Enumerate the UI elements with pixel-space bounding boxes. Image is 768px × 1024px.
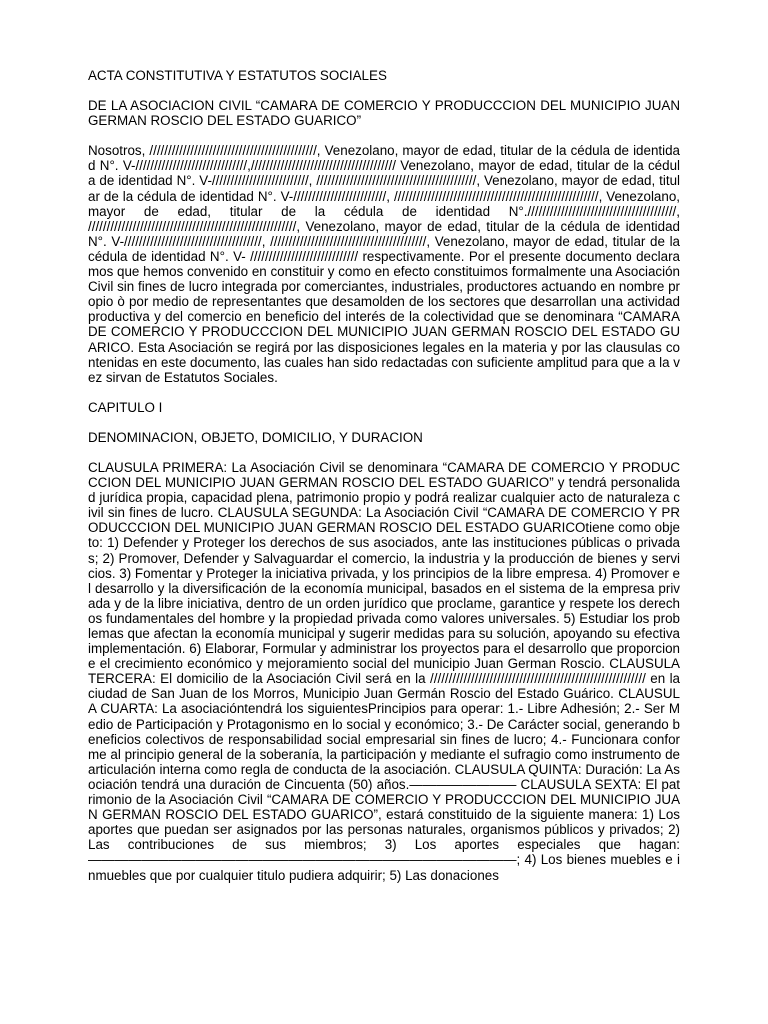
document-subtitle: DE LA ASOCIACION CIVIL “CAMARA DE COMERCIO Y PRODUCCCION DEL MUNICIPIO JUAN GERMAN ROSCIO DEL ESTADO GUARICO” xyxy=(88,98,680,129)
paragraph-clausulas: CLAUSULA PRIMERA: La Asociación Civil se denominara “CAMARA DE COMERCIO Y PRODUCCCION DEL MUNICIPIO JUAN GERMAN ROSCIO DEL ESTADO GUARICO” y tendrá personalidad jurídica propia, capacidad plena, patrimonio propio y podrá realizar cualquier acto de naturaleza civil sin fines de lucro. CLAUSULA SEGUNDA: La Asociación Civil “CAMARA DE COMERCIO Y PRODUCCCION DEL MUNICIPIO JUAN GERMAN ROSCIO DEL ESTADO GUARICOtiene como objeto: 1) Defender y Proteger los derechos de sus asociados, ante las instituciones públicas o privadas; 2) Promover, Defender y Salvaguardar el comercio, la industria y la producción de bienes y servicios. 3) Fomentar y Proteger la iniciativa privada, y los principios de la libre empresa. 4) Promover el desarrollo y la diversificación de la economía municipal, basados en el sistema de la empresa privada y de la libre iniciativa, dentro de un orden jurídico que proclame, garantice y respete los derechos fundamentales del hombre y la propiedad privada como valores universales. 5) Estudiar los problemas que afectan la economía municipal y sugerir medidas para su solución, apoyando su efectiva implementación. 6) Elaborar, Formular y administrar los proyectos para el desarrollo que proporcione el crecimiento económico y mejoramiento social del municipio Juan German Roscio. CLAUSULA TERCERA: El domicilio de la Asociación Civil será en la ////////////////////////////////////////////////////////// en la ciudad de San Juan de los Morros, Municipio Juan Germán Roscio del Estado Guárico. CLAUSULA CUARTA: La asociacióntendrá los siguientesPrincipios para operar: 1.- Libre Adhesión; 2.- Ser Medio de Participación y Protagonismo en lo social y económico; 3.- De Carácter social, generando beneficios colectivos de responsabilidad social empresarial sin fines de lucro; 4.- Funcionara conforme al principio general de la soberanía, la participación y mediante el sufragio como instrumento de articulación interna como regla de conducta de la asociación. CLAUSULA QUINTA: Duración: La Asociación tendrá una duración de Cincuenta (50) años.———————— CLAUSULA SEXTA: El patrimonio de la Asociación Civil “CAMARA DE COMERCIO Y PRODUCCCION DEL MUNICIPIO JUAN GERMAN ROSCIO DEL ESTADO GUARICO”, estará constituido de la siguiente manera: 1) Los aportes que puedan ser asignados por las personas naturales, organismos públicos y privados; 2) Las contribuciones de sus miembros; 3) Los aportes especiales que hagan: ————————————————————————————————; 4) Los bienes muebles e inmuebles que por cualquier titulo pudiera adquirir; 5) Las donaciones xyxy=(88,459,680,883)
chapter-title: DENOMINACION, OBJETO, DOMICILIO, Y DURACION xyxy=(88,429,423,445)
paragraph-comparecientes: Nosotros, /////////////////////////////////////////////, Venezolano, mayor de edad, titular de la cédula de identidad N°. V-//////////////////////////////,/////////////////////////////////////// Venezolano, mayor de edad, titular de la cédula de identidad N°. V-//////////////////////////, ///////////////////////////////////////////, Venezolano, mayor de edad, titular de la cédula de identidad N°. V-/////////////////////////, ///////////////////////////////////////////////////////, Venezolano, mayor de edad, titular de la cédula de identidad N°.////////////////////////////////////////, ////////////////////////////////////////////////////////, Venezolano, mayor de edad, titular de la cédula de identidad N°. V-/////////////////////////////////////, //////////////////////////////////////////, Venezolano, mayor de edad, titular de la cédula de identidad N°. V- ///////////////////////////// respectivamente. Por el presente documento declaramos que hemos convenido en constituir y como en efecto constituimos formalmente una Asociación Civil sin fines de lucro integrada por comerciantes, industriales, productores actuando en nombre propio ò por medio de representantes que desamolden de los sectores que desarrollan una actividad productiva y del comercio en beneficio del interés de la colectividad que se denominara “CAMARA DE COMERCIO Y PRODUCCCION DEL MUNICIPIO JUAN GERMAN ROSCIO DEL ESTADO GUARICO. Esta Asociación se regirá por las disposiciones legales en la materia y por las clausulas contenidas en este documento, las cuales han sido redactadas con suficiente amplitud para que a la vez sirvan de Estatutos Sociales. xyxy=(88,143,680,385)
chapter-heading: CAPITULO I xyxy=(88,399,163,415)
document-title: ACTA CONSTITUTIVA Y ESTATUTOS SOCIALES xyxy=(88,68,387,83)
document-page xyxy=(88,68,680,898)
